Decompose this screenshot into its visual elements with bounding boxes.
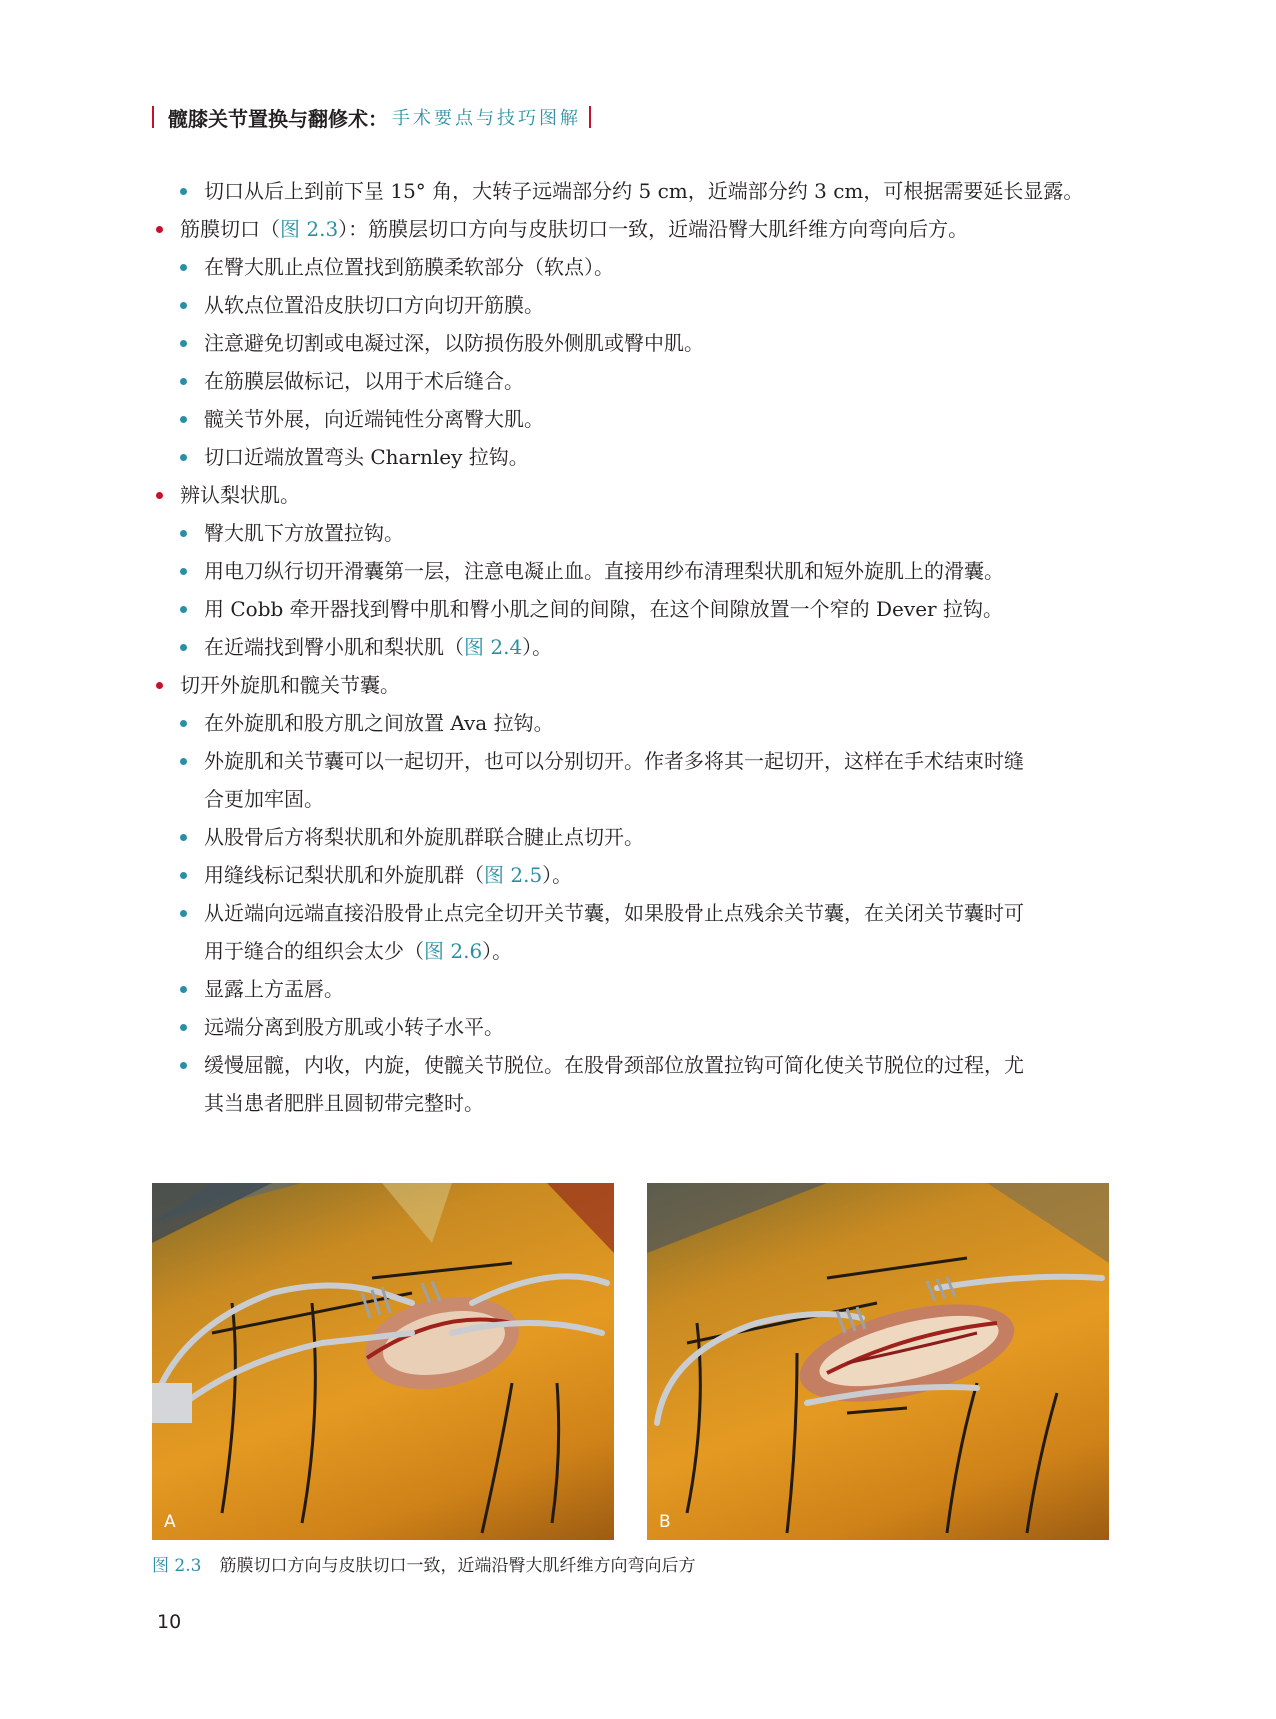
caption-text: 筋膜切口方向与皮肤切口一致，近端沿臀大肌纤维方向弯向后方 (219, 1556, 696, 1576)
figure-reference-link[interactable]: 图 2.4 (464, 635, 523, 659)
list-item-text: 用电刀纵行切开滑囊第一层，注意电凝止血。直接用纱布清理梨状肌和短外旋肌上的滑囊。 (204, 559, 1004, 583)
list-item (152, 970, 1112, 1008)
list-item (152, 248, 1112, 286)
panel-label-b: B (659, 1512, 671, 1532)
list-item (152, 210, 1112, 248)
list-item-text: 髋关节外展，向近端钝性分离臀大肌。 (204, 407, 544, 431)
list-item-text: 从近端向远端直接沿股骨止点完全切开关节囊，如果股骨止点残余关节囊，在关闭关节囊时可 (204, 901, 1024, 925)
header-bar-right (589, 106, 591, 128)
list-item-text: 从股骨后方将梨状肌和外旋肌群联合腱止点切开。 (204, 825, 644, 849)
list-item-continuation (204, 932, 1112, 970)
list-item-text: 用 Cobb 牵开器找到臀中肌和臀小肌之间的间隙，在这个间隙放置一个窄的 Dever 拉钩。 (204, 597, 1003, 621)
list-item-text: ）。 (522, 635, 553, 659)
list-item-text: 显露上方盂唇。 (204, 977, 344, 1001)
header-bar-left (152, 106, 154, 128)
list-item-text: ）：筋膜层切口方向与皮肤切口一致，近端沿臀大肌纤维方向弯向后方。 (338, 217, 969, 241)
list-item-text: 远端分离到股方肌或小转子水平。 (204, 1015, 504, 1039)
list-item (152, 324, 1112, 362)
surgical-photo-b (647, 1183, 1109, 1540)
list-item-text: 用缝线标记梨状肌和外旋肌群（ (204, 863, 484, 887)
figure-caption (152, 1553, 695, 1579)
list-item-text: 切开外旋肌和髋关节囊。 (180, 673, 400, 697)
list-item-text: 辨认梨状肌。 (180, 483, 300, 507)
list-item (152, 704, 1112, 742)
list-item-text: 在外旋肌和股方肌之间放置 Ava 拉钩。 (204, 711, 554, 735)
list-item (152, 1008, 1112, 1046)
list-item-text: 用于缝合的组织会太少（ (204, 939, 424, 963)
list-item-text: ）。 (542, 863, 573, 887)
list-item-text: 在近端找到臀小肌和梨状肌（ (204, 635, 464, 659)
list-item-continuation: 合更加牢固。 (204, 787, 324, 811)
list-item (152, 362, 1112, 400)
list-item (152, 856, 1112, 894)
list-item (152, 476, 1112, 514)
list-item (152, 666, 1112, 704)
list-item (152, 590, 1112, 628)
book-title: 髋膝关节置换与翻修术： (168, 106, 388, 131)
figure-2-3 (152, 1183, 1112, 1543)
list-item-text: 切口近端放置弯头 Charnley 拉钩。 (204, 445, 529, 469)
list-item (152, 172, 1112, 210)
list-item (152, 894, 1112, 970)
figure-reference-link[interactable]: 图 2.6 (424, 939, 483, 963)
list-item-text: ）。 (482, 939, 513, 963)
list-item-text: 从软点位置沿皮肤切口方向切开筋膜。 (204, 293, 544, 317)
list-item-text: 切口从后上到前下呈 15° 角，大转子远端部分约 5 cm，近端部分约 3 cm，可根据需要延长显露。 (204, 179, 1084, 203)
figure-reference-link[interactable]: 图 2.3 (280, 217, 339, 241)
list-item-text: 在筋膜层做标记，以用于术后缝合。 (204, 369, 524, 393)
list-item (152, 400, 1112, 438)
book-subtitle: 手术要点与技巧图解 (392, 108, 581, 129)
list-item-text: 筋膜切口（ (180, 217, 280, 241)
list-item-text: 在臀大肌止点位置找到筋膜柔软部分（软点）。 (204, 255, 614, 279)
page-number: 10 (157, 1611, 182, 1633)
list-item (152, 514, 1112, 552)
list-item (152, 628, 1112, 666)
list-item-continuation: 其当患者肥胖且圆韧带完整时。 (204, 1091, 484, 1115)
list-item-text: 臀大肌下方放置拉钩。 (204, 521, 404, 545)
bullet-list (152, 172, 1112, 1122)
running-header (152, 101, 591, 133)
panel-label-a: A (164, 1512, 176, 1532)
list-item (152, 818, 1112, 856)
list-item-text: 外旋肌和关节囊可以一起切开，也可以分别切开。作者多将其一起切开，这样在手术结束时缝 (204, 749, 1024, 773)
list-item (152, 552, 1112, 590)
list-item (152, 742, 1112, 818)
list-item (152, 438, 1112, 476)
list-item-text: 注意避免切割或电凝过深，以防损伤股外侧肌或臀中肌。 (204, 331, 704, 355)
surgical-photo-a (152, 1183, 614, 1540)
list-item (152, 286, 1112, 324)
surgical-photo-b-drawing (647, 1183, 1109, 1540)
list-item-text: 缓慢屈髋，内收，内旋，使髋关节脱位。在股骨颈部位放置拉钩可简化使关节脱位的过程，尤 (204, 1053, 1024, 1077)
caption-label: 图 2.3 (152, 1556, 202, 1576)
surgical-photo-a-drawing (152, 1183, 614, 1540)
list-item (152, 1046, 1112, 1122)
figure-reference-link[interactable]: 图 2.5 (484, 863, 543, 887)
